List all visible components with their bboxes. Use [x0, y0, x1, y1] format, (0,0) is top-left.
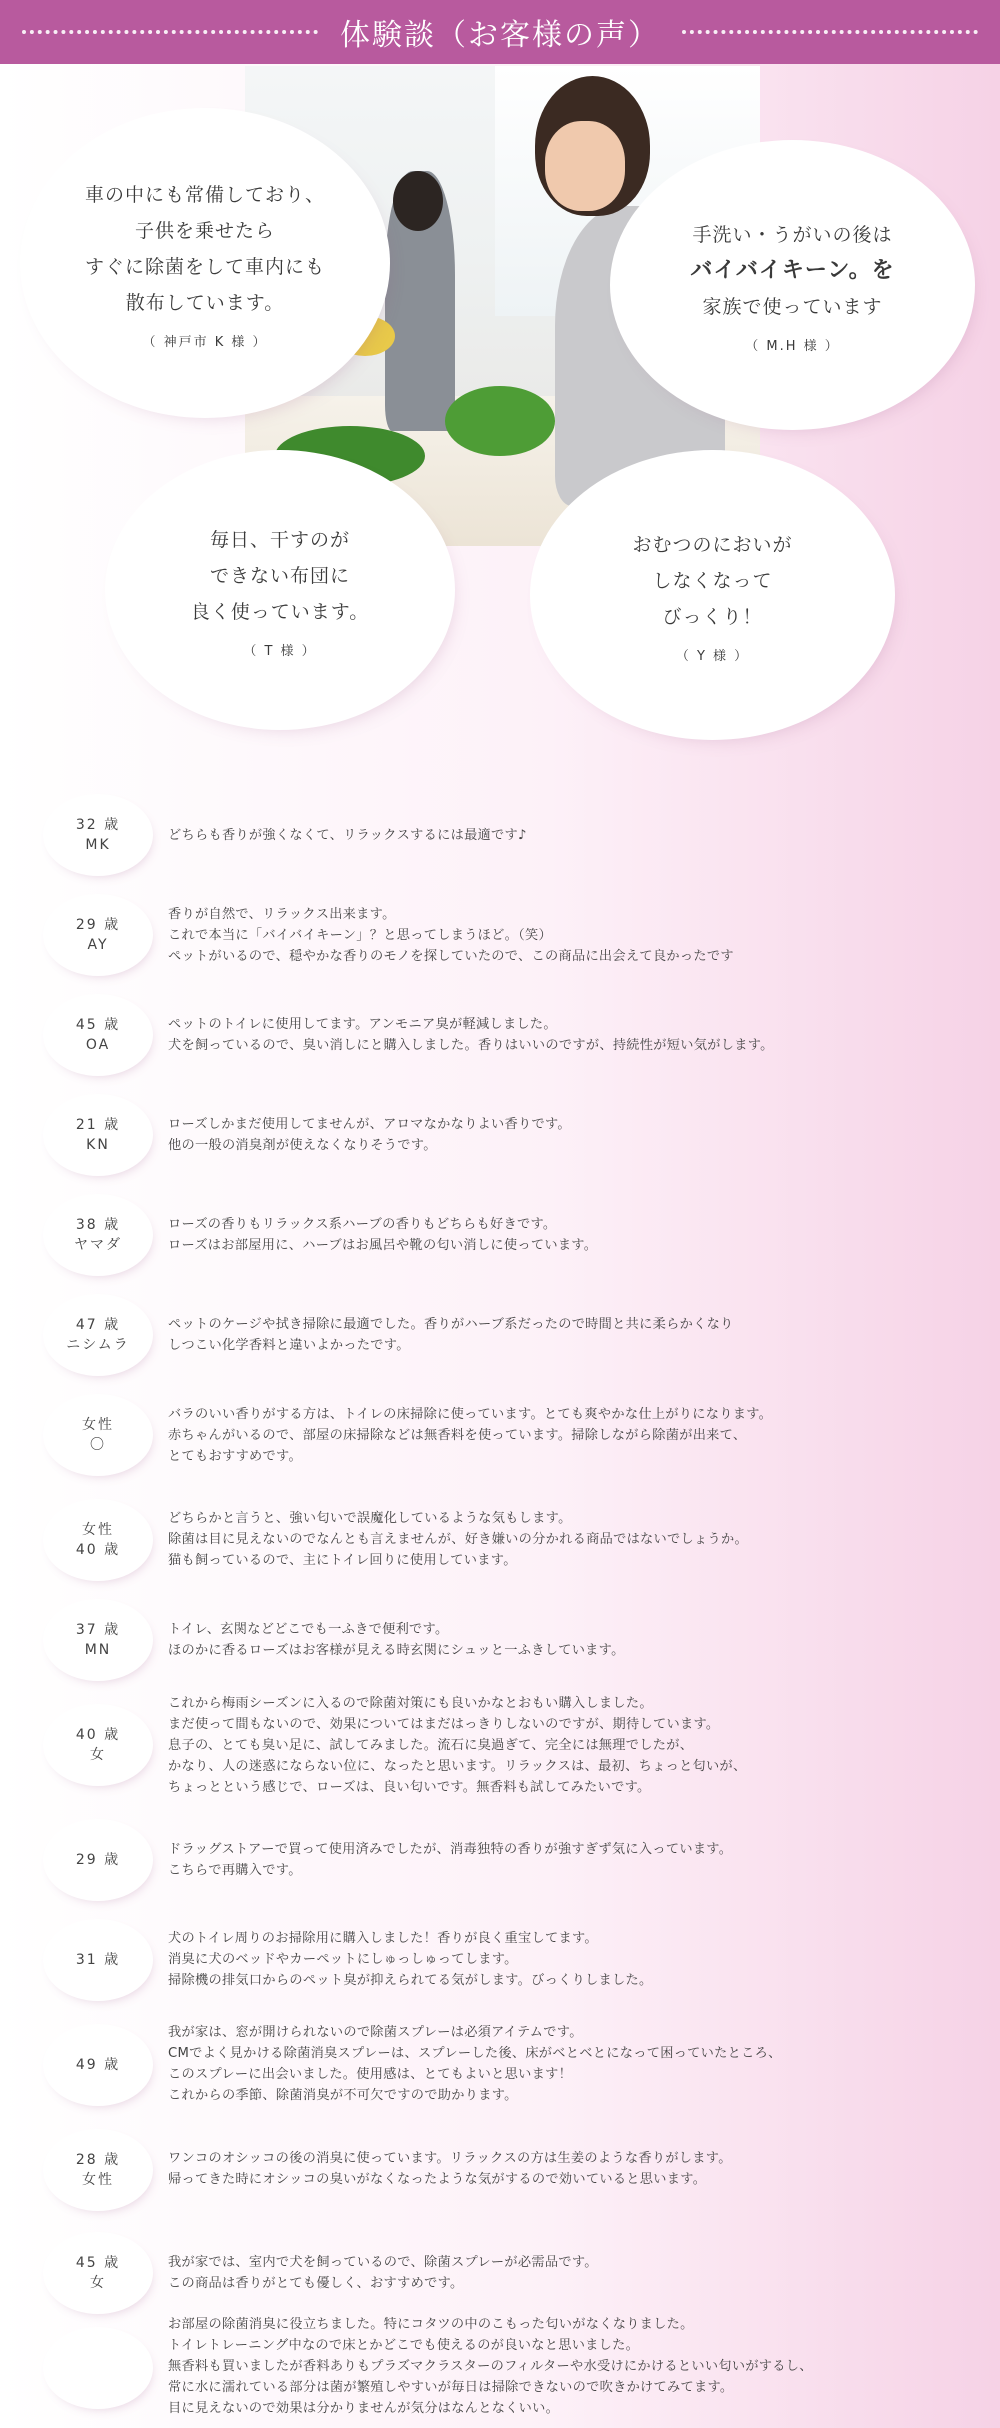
testimonial-cloud	[540, 460, 885, 730]
customer-badge	[48, 1604, 148, 1676]
cloud-line: しなくなって	[652, 569, 773, 592]
testimonial-line: 我が家は、窓が開けられないので除菌スプレーは必須アイテムです。	[168, 2025, 583, 2040]
customer-name: 〇	[90, 1437, 106, 1453]
testimonial-line: こちらで再購入です。	[168, 1863, 302, 1878]
testimonial-text	[168, 1839, 968, 1881]
testimonial-line: 無香料も買いましたが香料ありもプラズマクラスターのフィルターや水受けにかけるといい匂いがするし、	[168, 2359, 813, 2374]
testimonial-cloud	[115, 460, 445, 720]
testimonial-row	[0, 2010, 1000, 2120]
testimonial-line: この商品は香りがとても優しく、おすすめです。	[168, 2276, 464, 2291]
testimonial-line: 目に見えないので効果は分かりませんが気分はなんとなくいい。	[168, 2401, 560, 2416]
customer-age: 女性	[82, 1417, 114, 1433]
customer-badge	[48, 1504, 148, 1576]
customer-name: ヤマダ	[74, 1237, 122, 1253]
cloud-line: おむつのにおいが	[632, 533, 793, 556]
testimonial-line: 犬のトイレ周りのお掃除用に購入しました！香りが良く重宝してます。	[168, 1931, 598, 1946]
testimonial-text	[168, 904, 968, 967]
testimonial-line: これからの季節、除菌消臭が不可欠ですので助かります。	[168, 2088, 518, 2103]
testimonial-line: これで本当に「バイバイキーン」？と思ってしまうほど。（笑）	[168, 928, 553, 943]
testimonial-line: バラのいい香りがする方は、トイレの床掃除に使っています。とても爽やかな仕上がりになります。	[168, 1407, 773, 1422]
testimonial-row	[0, 1290, 1000, 1380]
testimonial-line: どちらかと言うと、強い匂いで誤魔化しているような気もします。	[168, 1511, 572, 1526]
customer-age: 31 歳	[75, 1952, 121, 1968]
section-title: 体験談（お客様の声）	[340, 18, 660, 53]
testimonial-row	[0, 990, 1000, 1080]
testimonial-line: これから梅雨シーズンに入るので除菌対策にも良いかなとおもい購入しました。	[168, 1696, 653, 1711]
customer-age: 45 歳	[75, 2255, 121, 2271]
testimonial-line: とてもおすすめです。	[168, 1449, 302, 1464]
testimonial-line: 掃除機の排気口からのペット臭が抑えられてる気がします。びっくりしました。	[168, 1973, 653, 1988]
customer-age: 29 歳	[75, 1852, 121, 1868]
testimonial-text	[168, 1693, 968, 1798]
testimonial-text	[168, 1014, 968, 1056]
testimonial-text	[168, 1314, 968, 1356]
testimonial-row	[0, 1090, 1000, 1180]
cloud-line: 車の中にも常備しており、	[84, 183, 325, 206]
testimonial-line: ちょっとという感じで、ローズは、良い匂いです。無香料も試してみたいです。	[168, 1780, 651, 1795]
customer-badge	[48, 799, 148, 871]
testimonial-line: 猫も飼っているので、主にトイレ回りに使用しています。	[168, 1553, 517, 1568]
cloud-line: できない布団に	[209, 564, 350, 587]
customer-name: ニシムラ	[66, 1337, 130, 1353]
photo-man-head	[393, 171, 443, 231]
section-header	[0, 0, 1000, 64]
cloud-line: すぐに除菌をして車内にも	[84, 255, 325, 278]
customer-name: 女性	[82, 2172, 114, 2188]
customer-age: 37 歳	[75, 1622, 121, 1638]
cloud-line: バイバイキーン。を	[690, 257, 895, 283]
customer-badge	[48, 2332, 148, 2404]
customer-name: AY	[87, 937, 109, 953]
cloud-line: 子供を乗せたら	[134, 219, 275, 242]
testimonial-row	[0, 2310, 1000, 2425]
testimonial-line: トイレ、玄関などどこでも一ふきで便利です。	[168, 1622, 449, 1637]
testimonial-line: お部屋の除菌消臭に役立ちました。特にコタツの中のこもった匂いがなくなりました。	[168, 2317, 694, 2332]
testimonial-line: 他の一般の消臭剤が使えなくなりそうです。	[168, 1138, 437, 1153]
customer-badge	[48, 1824, 148, 1896]
customer-age: 45 歳	[75, 1017, 121, 1033]
testimonial-text	[168, 1214, 968, 1256]
testimonial-line: 赤ちゃんがいるので、部屋の床掃除などは無香料を使っています。掃除しながら除菌が出来て、	[168, 1428, 747, 1443]
customer-name: MN	[84, 1642, 112, 1658]
cloud-line: 良く使っています。	[190, 600, 370, 623]
testimonial-row	[0, 1490, 1000, 1590]
customer-badge	[48, 1199, 148, 1271]
testimonial-line: ローズしかまだ使用してませんが、アロマなかなりよい香りです。	[168, 1117, 571, 1132]
testimonial-row	[0, 1910, 1000, 2010]
customer-name: MK	[85, 837, 111, 853]
photo-woman-face	[545, 121, 625, 211]
testimonial-row	[0, 1815, 1000, 1905]
header-dots-right	[682, 30, 978, 34]
customer-badge	[48, 999, 148, 1071]
testimonial-row	[0, 1685, 1000, 1805]
testimonial-line: このスプレーに出会いました。使用感は、とてもよいと思います！	[168, 2067, 573, 2082]
testimonial-line: ペットのケージや拭き掃除に最適でした。香りがハーブ系だったので時間と共に柔らかくなり	[168, 1317, 734, 1332]
testimonial-row	[0, 1190, 1000, 1280]
customer-age: 40 歳	[75, 1727, 121, 1743]
testimonial-text	[168, 2252, 968, 2294]
testimonial-line: 我が家では、室内で犬を飼っているので、除菌スプレーが必需品です。	[168, 2255, 598, 2270]
customer-name: OA	[85, 1037, 111, 1053]
customer-name: 40 歳	[75, 1542, 121, 1558]
testimonial-cloud	[30, 118, 380, 408]
customer-badge	[48, 2029, 148, 2101]
customer-badge	[48, 1299, 148, 1371]
customer-age: 女性	[82, 1522, 114, 1538]
header-dots-left	[22, 30, 318, 34]
testimonial-line: 息子の、とても臭い足に、試してみました。流石に臭過ぎて、完全には無理でしたが、	[168, 1738, 694, 1753]
photo-vegetables	[445, 386, 555, 456]
testimonial-line: トイレトレーニング中なので床とかどこでも使えるのが良いなと思いました。	[168, 2338, 640, 2353]
testimonial-row	[0, 790, 1000, 880]
cloud-author: （ 神戸市 K 様 ）	[142, 334, 268, 350]
cloud-line: 散布しています。	[125, 291, 285, 314]
customer-badge	[48, 1099, 148, 1171]
testimonial-text	[168, 1619, 968, 1661]
cloud-line: 毎日、干すのが	[209, 528, 350, 551]
customer-badge	[48, 899, 148, 971]
testimonial-row	[0, 2225, 1000, 2320]
testimonial-line: ドラッグストアーで買って使用済みでしたが、消毒独特の香りが強すぎず気に入っています。	[168, 1842, 733, 1857]
testimonial-text	[168, 825, 968, 846]
testimonial-row	[0, 2120, 1000, 2220]
testimonial-line: 香りが自然で、リラックス出来ます。	[168, 907, 396, 922]
customer-name: 女	[90, 1747, 106, 1763]
testimonial-line: 帰ってきた時にオシッコの臭いがなくなったような気がするので効いていると思います。	[168, 2172, 707, 2187]
testimonial-text	[168, 2148, 968, 2190]
testimonial-line: ペットがいるので、穏やかな香りのモノを探していたので、この商品に出会えて良かったです	[168, 949, 734, 964]
customer-badge	[48, 1399, 148, 1471]
customer-badge	[48, 2237, 148, 2309]
customer-badge	[48, 1709, 148, 1781]
testimonial-text	[168, 1404, 968, 1467]
customer-age: 21 歳	[75, 1117, 121, 1133]
testimonial-text	[168, 1928, 968, 1991]
testimonial-line: どちらも香りが強くなくて、リラックスするには最適です♪	[168, 828, 527, 843]
customer-age: 29 歳	[75, 917, 121, 933]
customer-name: 女	[90, 2275, 106, 2291]
testimonial-text	[168, 2022, 968, 2106]
testimonial-line: 犬を飼っているので、臭い消しにと購入しました。香りはいいのですが、持続性が短い気がします。	[168, 1038, 774, 1053]
cloud-line: 家族で使っています	[702, 295, 883, 318]
testimonial-line: 消臭に犬のベッドやカーペットにしゅっしゅってします。	[168, 1952, 518, 1967]
cloud-author: （ M.H 様 ）	[745, 338, 840, 354]
cloud-author: （ T 様 ）	[243, 643, 317, 659]
testimonial-row	[0, 1595, 1000, 1685]
testimonial-line: しつこい化学香料と違いよかったです。	[168, 1338, 410, 1353]
testimonial-line: ワンコのオシッコの後の消臭に使っています。リラックスの方は生姜のような香りがします。	[168, 2151, 732, 2166]
customer-badge	[48, 1924, 148, 1996]
customer-age: 47 歳	[75, 1317, 121, 1333]
testimonial-line: 常に水に濡れている部分は菌が繁殖しやすいが毎日は掃除できないので吹きかけてみてます。	[168, 2380, 734, 2395]
customer-name: KN	[86, 1137, 110, 1153]
cloud-line: びっくり！	[662, 605, 763, 628]
testimonial-line: ほのかに香るローズはお客様が見える時玄関にシュッと一ふきしています。	[168, 1643, 625, 1658]
cloud-line: 手洗い・うがいの後は	[692, 223, 893, 246]
customer-age: 28 歳	[75, 2152, 121, 2168]
testimonial-row	[0, 890, 1000, 980]
testimonial-line: ローズはお部屋用に、ハーブはお風呂や靴の匂い消しに使っています。	[168, 1238, 598, 1253]
cloud-author: （ Y 様 ）	[675, 648, 750, 664]
testimonial-text	[168, 1508, 968, 1571]
testimonial-row	[0, 1390, 1000, 1480]
testimonial-text	[168, 1114, 968, 1156]
customer-age: 38 歳	[75, 1217, 121, 1233]
testimonial-line: かなり、人の迷惑にならない位に、なったと思います。リラックスは、最初、ちょっと匂いが、	[168, 1759, 747, 1774]
customer-age: 32 歳	[75, 817, 121, 833]
testimonial-line: ローズの香りもリラックス系ハーブの香りもどちらも好きです。	[168, 1217, 557, 1232]
customer-badge	[48, 2134, 148, 2206]
testimonial-line: まだ使って間もないので、効果についてはまだはっきりしないのですが、期待しています。	[168, 1717, 720, 1732]
testimonial-line: 除菌は目に見えないのでなんとも言えませんが、好き嫌いの分かれる商品ではないでしょうか。	[168, 1532, 748, 1547]
customer-age: 49 歳	[75, 2057, 121, 2073]
testimonial-text	[168, 2314, 968, 2419]
testimonial-line: ペットのトイレに使用してます。アンモニア臭が軽減しました。	[168, 1017, 557, 1032]
testimonial-cloud	[620, 150, 965, 420]
testimonial-line: CMでよく見かける除菌消臭スプレーは、スプレーした後、床がベとベとになって困っていたところ、	[168, 2046, 782, 2061]
